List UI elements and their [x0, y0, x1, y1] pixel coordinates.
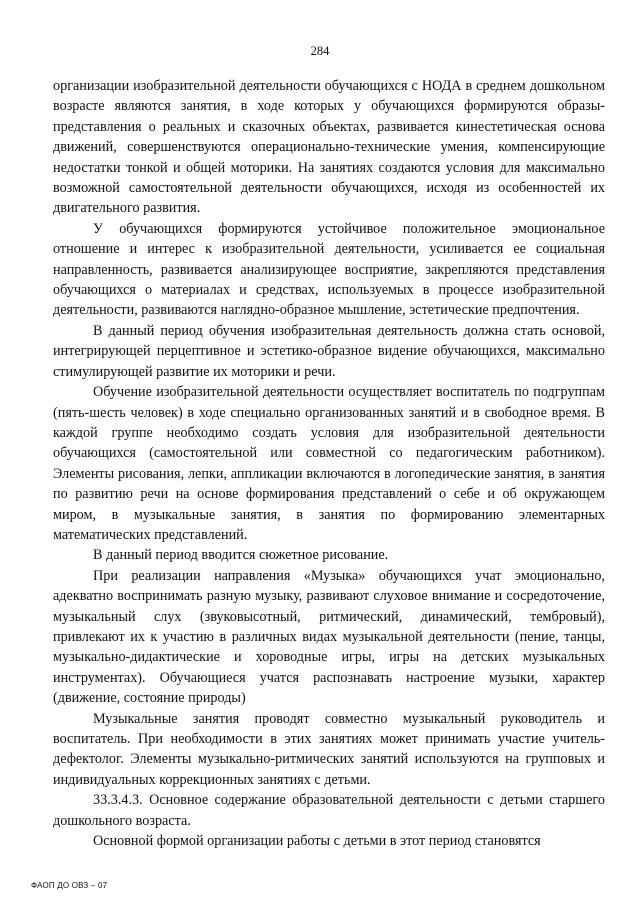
document-footer: ФАОП ДО ОВЗ – 07 [31, 881, 108, 890]
paragraph: Музыкальные занятия проводят совместно музыкальный руководитель и воспитатель. При необходимости в этих занятиях может принимать участие учитель-дефектолог. Элементы музыкально-ритмических занятий используются на групповых и индивидуальных коррекционных занятиях с детьми. [53, 710, 605, 788]
paragraph: У обучающихся формируются устойчивое положительное эмоциональное отношение и интерес к изобразительной деятельности, усиливается ее социальная направленность, развивается анализирующее восприятие, закрепляются представления обучающихся о материалах и средствах, используемых в процессе изобразительной деятельности, развиваются наглядно-образное мышление, эстетические предпочтения. [53, 220, 605, 319]
section-heading-paragraph: 33.3.4.3. Основное содержание образовательной деятельности с детьми старшего дошкольного возраста. [53, 792, 605, 829]
paragraph: организации изобразительной деятельности обучающихся с НОДА в среднем дошкольном возрасте являются занятия, в ходе которых у обучающихся формируются образы-представления о реальных и сказочных объектах, развивается кинестетическая основа движений, совершенствуются операционально-технические умения, компенсирующие недостатки тонкой и общей моторики. На занятиях создаются условия для максимально возможной самостоятельной деятельности обучающихся, исходя из особенностей их двигательного развития. [53, 78, 605, 217]
page-body [53, 76, 605, 851]
paragraph: В данный период вводится сюжетное рисование. [93, 547, 389, 564]
paragraph: При реализации направления «Музыка» обучающихся учат эмоционально, адекватно воспринимать разную музыку, развивают слуховое внимание и сосредоточение, музыкальный слух (звуковысотный, ритмический, динамический, тембровый), привлекают их к участию в различных видах музыкальной деятельности (пение, танцы, музыкально-дидактические и хороводные игры, игры на детских музыкальных инструментах). Обучающиеся учатся распознавать настроение музыки, характер (движение, состояние природы) [53, 567, 605, 707]
paragraph: Обучение изобразительной деятельности осуществляет воспитатель по подгруппам (пять-шесть человек) в ходе специально организованных занятий и в свободное время. В каждой группе необходимо создать условия для изобразительной деятельности обучающихся (самостоятельной или совместной со педагогическим работником). Элементы рисования, лепки, аппликации включаются в логопедические занятия, в занятия по развитию речи на основе формирования представлений о себе и об окружающем миром, в музыкальные занятия, в занятия по формированию элементарных математических представлений. [53, 384, 605, 543]
paragraph: Основной формой организации работы с детьми в этот период становятся [93, 833, 541, 850]
page-number: 284 [310, 44, 330, 58]
paragraph: В данный период обучения изобразительная деятельность должна стать основой, интегрирующей перцептивное и эстетико-образное видение обучающихся, максимально стимулирующей развитие их моторики и речи. [53, 322, 605, 380]
